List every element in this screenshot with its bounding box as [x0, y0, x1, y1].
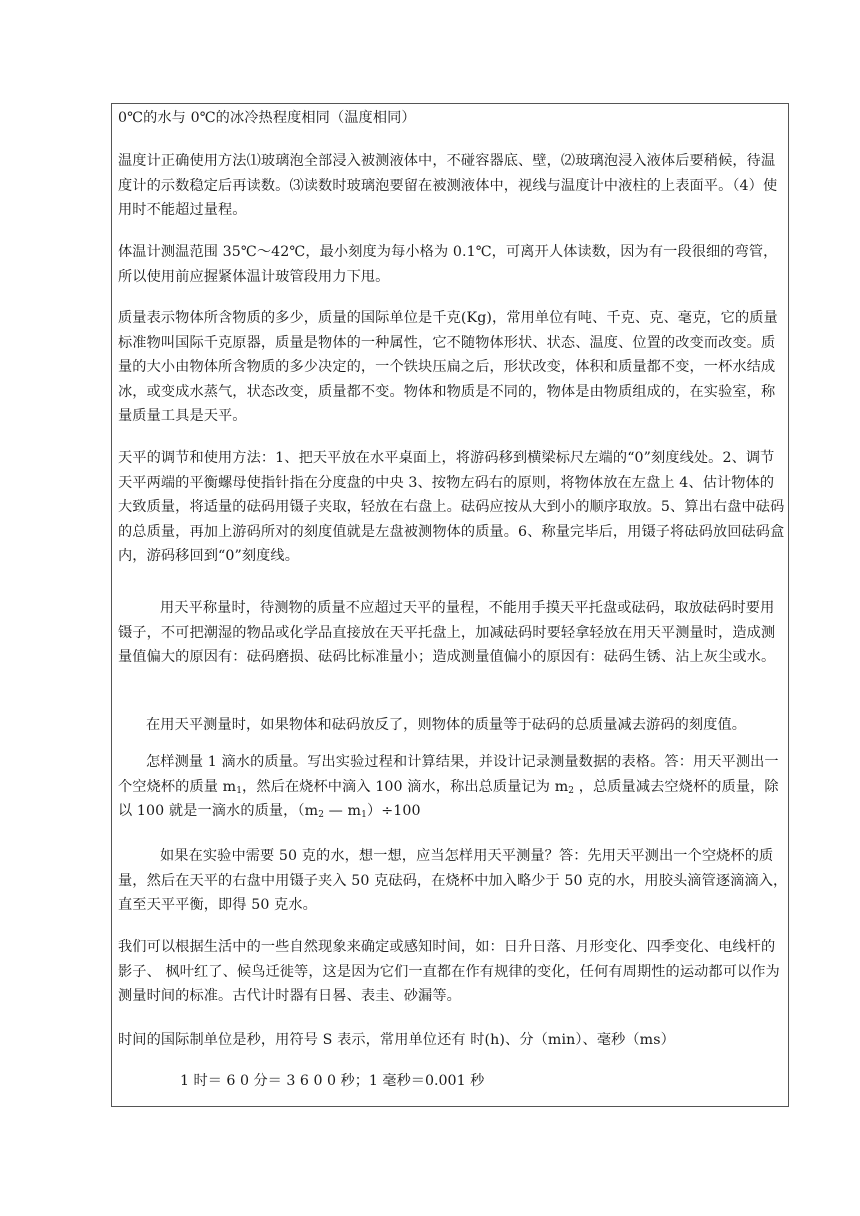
- paragraph-thermometer-usage: 温度计正确使用方法⑴玻璃泡全部浸入被测液体中，不碰容器底、壁，⑵玻璃泡浸入液体后要稍候，待温度计的示数稳定后再读数。⑶读数时玻璃泡要留在被测液体中，视线与温度计中液柱的上表面平。（4）使用时不能超过量程。: [118, 153, 778, 218]
- paragraph-time-phenomena: 我们可以根据生活中的一些自然现象来确定或感知时间，如：日升日落、月形变化、四季变化、电线杆的影子、 枫叶红了、候鸟迁徙等，这是因为它们一直都在作有规律的变化，任何有周期性的运动都可以作为测量时间的标准。古代计时器有日晷、表圭、砂漏等。: [118, 939, 780, 1004]
- subscript-3: 2: [318, 810, 325, 820]
- subscript-1: 1: [236, 785, 243, 796]
- paragraph-balance-steps: 天平的调节和使用方法：1、把天平放在水平桌面上，将游码移到横梁标尺左端的“0”刻度线处。2、调节天平两端的平衡螺母使指针指在分度盘的中央 3、按物左码右的原则，将物体放在左盘上 4、估计物体的大致质量，将适量的砝码用镊子夹取，轻放在右盘上。砝码应按从大到小的顺序取放。5、算出右盘中砝码的总质量，再加上游码所对的刻度值就是左盘被测物体的质量。6、称量完毕后，用镊子将砝码放回砝码盒内，游码移回到“0”刻度线。: [118, 450, 785, 564]
- drop-text-c: ，总质量减去空烧杯的质量，除以 100 就是一滴水的质量，（m: [118, 778, 779, 819]
- paragraph-balance-cautions: 用天平称量时，待测物的质量不应超过天平的量程，不能用手摸天平托盘或砝码，取放砝码时要用镊子，不可把潮湿的物品或化学品直接放在天平托盘上，加减砝码时要轻拿轻放在用天平测量时，造成测量值偏大的原因有：砝码磨损、砝码比标准量小；造成测量值偏小的原因有：砝码生锈、沾上灰尘或水。: [118, 600, 776, 665]
- paragraph-time-units: 时间的国际制单位是秒，用符号 S 表示，常用单位还有 时(h)、分（min）、毫秒（ms）: [118, 1032, 675, 1048]
- time-conversion-formula: 1 时＝ 6 0 分＝ 3 6 0 0 秒；1 毫秒＝0.001 秒: [180, 1073, 485, 1089]
- paragraph-one-drop-mass: [118, 750, 788, 824]
- subscript-2: 2: [568, 785, 575, 796]
- drop-text-a: 怎样测量 1 滴水的质量。写出实验过程和计算结果，并设计记录测量数据的表格。答：用天平测出一个空烧杯的质量 m: [118, 754, 779, 795]
- drop-text-e: ）÷100: [366, 803, 421, 819]
- subscript-4: 1: [361, 810, 367, 820]
- drop-text-b: ，然后在烧杯中滴入 100 滴水，称出总质量记为 m: [242, 778, 569, 795]
- drop-text-d: — m: [324, 803, 362, 819]
- paragraph-clinical-thermometer: 体温计测温范围 35℃～42℃，最小刻度为每小格为 0.1℃，可离开人体读数，因为有一段很细的弯管，所以使用前应握紧体温计玻管段用力下甩。: [118, 244, 778, 285]
- paragraph-fifty-grams-water: 如果在实验中需要 50 克的水，想一想，应当怎样用天平测量？答：先用天平测出一个空烧杯的质量，然后在天平的右盘中用镊子夹入 50 克砝码，在烧杯中加入略少于 50 克的水，用胶头滴管逐滴滴入，直至天平平衡，即得 50 克水。: [118, 848, 788, 913]
- paragraph-mass-definition: 质量表示物体所含物质的多少，质量的国际单位是千克(Kg)，常用单位有吨、千克、克、毫克，它的质量标准物叫国际千克原器，质量是物体的一种属性，它不随物体形状、状态、温度、位置的改变而改变。质量的大小由物体所含物质的多少决定的，一个铁块压扁之后，形状改变，体积和质量都不变，一杯水结成冰，或变成水蒸气，状态改变，质量都不变。物体和物质是不同的，物体是由物质组成的，在实验室，称量质量工具是天平。: [118, 310, 778, 424]
- paragraph-reversed-weights: 在用天平测量时，如果物体和砝码放反了，则物体的质量等于砝码的总质量减去游码的刻度值。: [146, 717, 747, 733]
- paragraph-ice-water: 0℃的水与 0℃的冰冷热程度相同（温度相同）: [118, 110, 416, 126]
